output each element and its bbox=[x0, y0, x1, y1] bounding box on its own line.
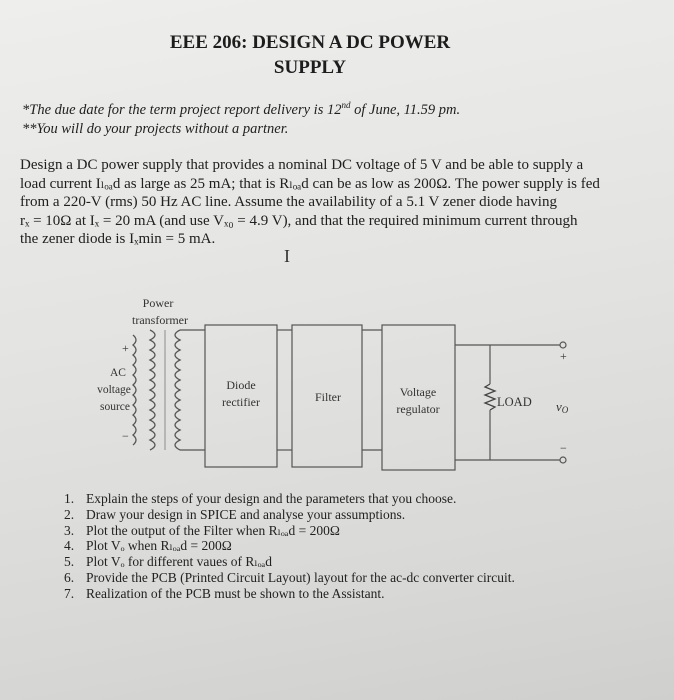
list-item bbox=[64, 538, 644, 554]
task-number: 2. bbox=[64, 506, 75, 522]
task-number: 4. bbox=[64, 538, 75, 554]
description-line: the zener diode is Iₓmin = 5 mA. bbox=[20, 231, 216, 247]
list-item bbox=[64, 570, 644, 586]
task-number: 5. bbox=[64, 554, 75, 570]
vo-subscript: O bbox=[561, 405, 569, 415]
ac-source-symbol bbox=[133, 335, 136, 445]
input-minus-sign: − bbox=[122, 429, 129, 443]
due-date-prefix: *The due date for the term project report delivery is 12 bbox=[22, 101, 342, 118]
list-item bbox=[64, 507, 644, 523]
task-text: Plot Vₒ when Rₗₒₐd = 200Ω bbox=[86, 538, 232, 554]
description-line: Design a DC power supply that provides a nominal DC voltage of 5 V and be able to supply a bbox=[20, 157, 584, 173]
transformer-primary-coil bbox=[150, 330, 155, 450]
list-item bbox=[64, 491, 644, 507]
task-number: 1. bbox=[64, 491, 75, 506]
regulator-label-2: regulator bbox=[396, 402, 440, 416]
description-line: load current Iₗₒₐd as large as 25 mA; that is Rₗₒₐd can be as low as 200Ω. The power supply is fed bbox=[20, 175, 600, 192]
load-label: LOAD bbox=[497, 395, 532, 409]
text-cursor-icon: I bbox=[284, 246, 290, 266]
task-text: Plot the output of the Filter when Rₗₒₐd = 200Ω bbox=[86, 522, 340, 538]
task-number: 3. bbox=[64, 522, 75, 538]
rectifier-label-2: rectifier bbox=[222, 395, 260, 409]
output-plus-sign: + bbox=[560, 349, 567, 363]
list-item bbox=[64, 554, 644, 570]
description-line: rₓ = 10Ω at Iₓ = 20 mA (and use Vₓ₀ = 4.9 V), and that the required minimum current through bbox=[20, 212, 578, 229]
due-date-sup: nd bbox=[341, 100, 351, 110]
output-voltage-label bbox=[556, 399, 569, 415]
description-line: from a 220-V (rms) 50 Hz AC line. Assume the availability of a 5.1 V zener diode having bbox=[20, 194, 557, 210]
task-number: 7. bbox=[64, 585, 75, 601]
ac-label-3: source bbox=[99, 401, 131, 413]
task-text: Draw your design in SPICE and analyse your assumptions. bbox=[86, 506, 406, 522]
filter-label: Filter bbox=[315, 390, 341, 404]
regulator-label-1: Voltage bbox=[399, 385, 437, 399]
load-resistor-symbol bbox=[485, 384, 495, 410]
title-line-2: SUPPLY bbox=[273, 57, 347, 78]
input-plus-sign: + bbox=[122, 341, 129, 355]
ac-label-1: AC bbox=[110, 367, 126, 379]
partner-note: **You will do your projects without a partner. bbox=[22, 121, 289, 137]
task-text: Realization of the PCB must be shown to the Assistant. bbox=[86, 585, 385, 601]
task-text: Explain the steps of your design and the parameters that you choose. bbox=[86, 491, 457, 506]
output-minus-sign: − bbox=[560, 441, 567, 455]
task-list bbox=[64, 491, 644, 602]
transformer-label-1: Power bbox=[142, 296, 174, 310]
task-text: Plot Vₒ for different vaues of Rₗₒₐd bbox=[86, 554, 272, 570]
output-terminal-minus bbox=[560, 457, 566, 463]
ac-label-2: voltage bbox=[97, 384, 131, 396]
transformer-label-2: transformer bbox=[132, 313, 188, 327]
title-line-1: EEE 206: DESIGN A DC POWER bbox=[169, 32, 451, 53]
list-item bbox=[64, 523, 644, 539]
task-text: Provide the PCB (Printed Circuit Layout) layout for the ac-dc converter circuit. bbox=[86, 569, 515, 585]
due-date-suffix: of June, 11.59 pm. bbox=[350, 101, 461, 118]
vo-symbol: v bbox=[556, 399, 562, 414]
output-terminal-plus bbox=[560, 342, 566, 348]
rectifier-label-1: Diode bbox=[226, 378, 256, 392]
task-number: 6. bbox=[64, 569, 75, 585]
list-item bbox=[64, 586, 644, 602]
transformer-secondary-coil bbox=[175, 330, 180, 450]
